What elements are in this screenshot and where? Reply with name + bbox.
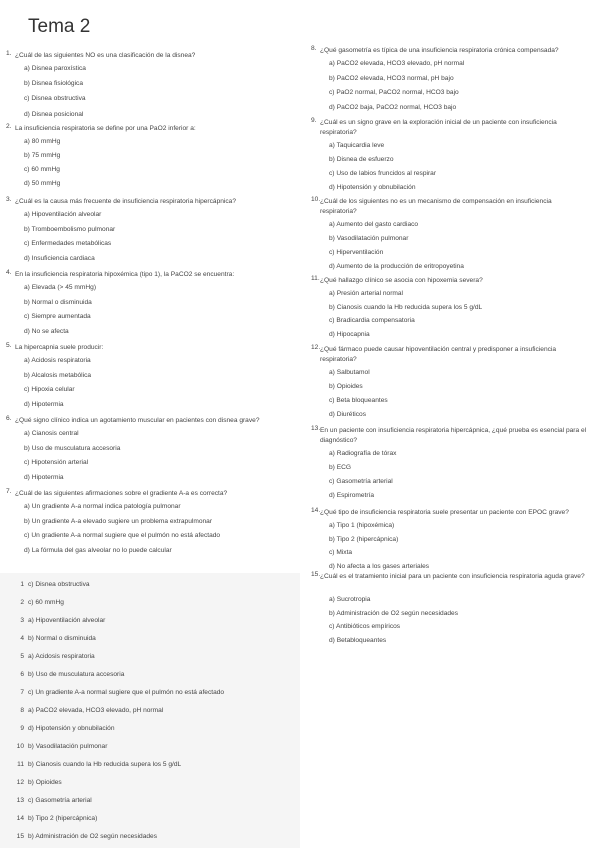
answer-key-number: 3 (20, 617, 24, 624)
answer-key-number: 15 (16, 833, 24, 840)
answer-option: a) Salbutamol (329, 369, 370, 376)
answer-option: d) PaCO2 baja, PaCO2 normal, HCO3 bajo (329, 103, 457, 111)
question-stem: ¿Qué hallazgo clínico se asocia con hipoxemia severa? (320, 277, 483, 284)
question-stem: ¿Cuál de los siguientes no es un mecanismo de compensación en insuficiencia respiratoria? (320, 198, 552, 215)
question-3 (6, 196, 285, 269)
answer-option: a) Elevada (> 45 mmHg) (24, 284, 97, 291)
answer-key-number: 1 (20, 581, 24, 588)
answer-key-number: 12 (16, 779, 24, 786)
answer-option: c) Antibióticos empíricos (329, 623, 401, 631)
question-stem: ¿Cuál es la causa más frecuente de insuficiencia respiratoria hipercápnica? (15, 198, 237, 205)
answer-key-row (10, 689, 224, 696)
answer-option: d) La fórmula del gas alveolar no lo puede calcular (24, 546, 172, 554)
answer-key-number: 4 (20, 635, 24, 642)
answer-key-row (10, 797, 92, 804)
answer-key-number: 11 (17, 761, 24, 768)
question-stem: ¿Qué gasometría es típica de una insuficiencia respiratoria crónica compensada? (320, 47, 559, 54)
answer-key-text: b) Normal o disminuida (28, 635, 96, 642)
answer-option: b) Disnea fisiológica (24, 80, 84, 88)
answer-key-row (10, 707, 163, 714)
question-stem: ¿Cuál de las siguientes afirmaciones sobre el gradiente A-a es correcta? (15, 490, 228, 497)
answer-key-row (10, 725, 115, 732)
answer-option: c) Disnea obstructiva (24, 95, 86, 103)
answer-option: b) Alcalosis metabólica (24, 371, 92, 379)
question-number: 7. (6, 488, 12, 495)
answer-option: c) Hipoxia celular (24, 386, 75, 394)
answer-option: b) Opioides (329, 383, 363, 390)
question-number: 6. (6, 415, 12, 422)
answer-key-number: 7 (20, 689, 24, 696)
answer-option: b) Cianosis cuando la Hb reducida supera los 5 g/dL (329, 303, 483, 311)
question-number: 12. (311, 344, 321, 351)
answer-option: a) Disnea paroxística (24, 65, 86, 72)
answer-option: a) Taquicardia leve (329, 142, 385, 149)
answer-option: d) No se afecta (24, 327, 69, 335)
answer-key-text: c) Gasometría arterial (28, 797, 92, 804)
answer-key-row (10, 779, 62, 786)
question-number: 8. (311, 45, 317, 52)
question-6 (6, 415, 300, 488)
answer-key-row (10, 671, 124, 678)
answer-option: c) Gasometría arterial (329, 478, 393, 485)
answer-option: c) Bradicardia compensatoria (329, 317, 415, 325)
question-number: 14. (311, 507, 321, 514)
question-stem: ¿Qué tipo de insuficiencia respiratoria suele presentar un paciente con EPOC grave? (320, 509, 569, 516)
question-5 (6, 342, 285, 415)
question-stem: La hipercapnia suele producir: (15, 344, 104, 351)
question-12 (311, 344, 590, 425)
question-stem: ¿Cuál es un signo grave en la exploración inicial de un paciente con insuficiencia respiratoria? (320, 119, 557, 136)
answer-option: b) Tromboembolismo pulmonar (24, 225, 116, 233)
answer-key-text: c) Un gradiente A-a normal sugiere que el pulmón no está afectado (28, 689, 225, 696)
answer-option: a) Un gradiente A-a normal indica patología pulmonar (24, 503, 181, 510)
answer-option: b) Un gradiente A-a elevado sugiere un problema extrapulmonar (24, 517, 213, 525)
page-title: Tema 2 (28, 16, 91, 37)
question-stem: ¿Cuál de las siguientes NO es una clasificación de la disnea? (15, 52, 196, 59)
answer-option: a) Aumento del gasto cardiaco (329, 221, 419, 228)
answer-key-text: d) Hipotensión y obnubilación (28, 725, 115, 732)
answer-key-text: b) Tipo 2 (hipercápnica) (28, 815, 98, 822)
answer-option: c) Mixta (329, 549, 353, 557)
answer-option: c) 60 mmHg (24, 166, 60, 173)
question-number: 13. (311, 425, 321, 432)
answer-key-number: 8 (20, 707, 24, 714)
answer-option: c) PaO2 normal, PaCO2 normal, HCO3 bajo (329, 89, 459, 97)
answer-option: d) Hipotensión y obnubilación (329, 184, 416, 191)
question-2 (6, 123, 285, 194)
answer-key-text: b) Cianosis cuando la Hb reducida supera los 5 g/dL (28, 761, 182, 768)
answer-option: b) Disnea de esfuerzo (329, 156, 394, 163)
answer-option: d) 50 mmHg (24, 180, 61, 187)
answer-key-row (10, 833, 157, 840)
answer-key-row (10, 635, 96, 642)
answer-key-number: 9 (20, 725, 24, 732)
answer-key-row (10, 761, 181, 768)
answer-key-row (10, 581, 90, 588)
answer-option: d) Espirometría (329, 492, 375, 499)
answer-option: a) 80 mmHg (24, 138, 61, 145)
answer-option: c) Beta bloqueantes (329, 397, 388, 404)
answer-option: a) Cianosis central (24, 430, 79, 437)
answer-key-number: 2 (20, 599, 24, 606)
question-9 (311, 117, 590, 198)
answer-key-text: a) Hipoventilación alveolar (28, 617, 106, 624)
question-number: 11. (311, 275, 320, 282)
question-stem: ¿Cuál es el tratamiento inicial para un paciente con insuficiencia respiratoria aguda grave? (320, 573, 585, 580)
answer-option: a) Acidosis respiratoria (24, 357, 91, 364)
answer-key-text: b) Administración de O2 según necesidades (28, 833, 158, 840)
question-13 (311, 425, 595, 506)
answer-key-text: b) Vasodilatación pulmonar (28, 743, 108, 750)
question-stem: En un paciente con insuficiencia respiratoria hipercápnica, ¿qué prueba es esencial para el diagnóstico? (320, 427, 587, 444)
answer-option: c) Un gradiente A-a normal sugiere que el pulmón no está afectado (24, 532, 221, 540)
answer-key-text: c) 60 mmHg (28, 599, 64, 606)
question-stem: ¿Qué signo clínico indica un agotamiento muscular en pacientes con disnea grave? (15, 417, 260, 424)
answer-key-text: a) Acidosis respiratoria (28, 653, 95, 660)
answer-option: a) Sucrotropia (329, 596, 371, 603)
answer-option: c) Hipotensión arterial (24, 459, 89, 467)
answer-key-number: 5 (20, 653, 24, 660)
question-8 (311, 45, 590, 118)
answer-key-row (10, 743, 107, 750)
answer-option: b) Normal o disminuida (24, 298, 92, 306)
answer-option: d) Insuficiencia cardiaca (24, 254, 95, 262)
answer-option: d) Betabloqueantes (329, 636, 387, 644)
answer-option: b) 75 mmHg (24, 152, 61, 159)
answer-option: a) Presión arterial normal (329, 290, 404, 297)
answer-option: d) Disnea posicional (24, 110, 84, 118)
answer-option: b) Administración de O2 según necesidades (329, 609, 459, 617)
answer-option: c) Uso de labios fruncidos al respirar (329, 170, 437, 177)
answer-key (0, 573, 300, 848)
answer-option: b) Vasodilatación pulmonar (329, 235, 409, 242)
answer-option: d) No afecta a los gases arteriales (329, 562, 430, 570)
question-1 (6, 50, 285, 126)
answer-key-number: 6 (20, 671, 24, 678)
question-number: 1. (6, 50, 12, 57)
answer-option: a) Tipo 1 (hipoxémica) (329, 522, 395, 529)
answer-option: d) Hipotermia (24, 400, 64, 408)
answer-option: d) Diuréticos (329, 411, 367, 418)
answer-key-number: 10 (16, 743, 24, 750)
answer-option: b) ECG (329, 464, 351, 471)
answer-key-text: c) Disnea obstructiva (28, 581, 90, 588)
question-number: 15. (311, 571, 321, 578)
question-10 (311, 196, 590, 277)
question-7 (6, 488, 285, 561)
question-number: 9. (311, 117, 317, 124)
answer-option: d) Hipocapnia (329, 330, 370, 338)
question-11 (311, 275, 590, 344)
question-number: 4. (6, 269, 12, 276)
answer-key-row (10, 617, 105, 624)
answer-key-text: b) Opioides (28, 779, 62, 786)
question-number: 5. (6, 342, 12, 349)
answer-option: d) Hipotermia (24, 473, 64, 481)
question-stem: En la insuficiencia respiratoria hipoxémica (tipo 1), la PaCO2 se encuentra: (15, 271, 235, 278)
question-stem: La insuficiencia respiratoria se define por una PaO2 inferior a: (15, 125, 196, 132)
answer-option: b) Tipo 2 (hipercápnica) (329, 535, 399, 543)
answer-option: a) PaCO2 elevada, HCO3 elevado, pH normal (329, 60, 465, 67)
answer-key-row (10, 653, 95, 660)
question-number: 10. (311, 196, 321, 203)
answer-key-text: b) Uso de musculatura accesoria (28, 671, 125, 678)
answer-option: b) Uso de musculatura accesoria (24, 444, 121, 452)
answer-option: d) Aumento de la producción de eritropoyetina (329, 263, 464, 270)
answer-key-number: 14 (16, 815, 24, 822)
question-15 (311, 571, 595, 650)
answer-option: b) PaCO2 elevada, HCO3 normal, pH bajo (329, 74, 454, 82)
answer-option: a) Hipoventilación alveolar (24, 211, 102, 218)
answer-key-row (10, 815, 97, 822)
question-4 (6, 269, 285, 342)
answer-key-row (10, 599, 64, 606)
question-stem: ¿Qué fármaco puede causar hipoventilación central y predisponer a insuficiencia respiratoria? (320, 346, 557, 363)
answer-option: a) Radiografía de tórax (329, 450, 397, 457)
answer-option: c) Siempre aumentada (24, 313, 91, 321)
answer-option: c) Enfermedades metabólicas (24, 240, 112, 248)
answer-key-text: a) PaCO2 elevada, HCO3 elevado, pH normal (28, 707, 164, 714)
question-number: 3. (6, 196, 12, 203)
answer-option: c) Hiperventilación (329, 249, 384, 256)
answer-key-number: 13 (16, 797, 24, 804)
question-number: 2. (6, 123, 12, 130)
